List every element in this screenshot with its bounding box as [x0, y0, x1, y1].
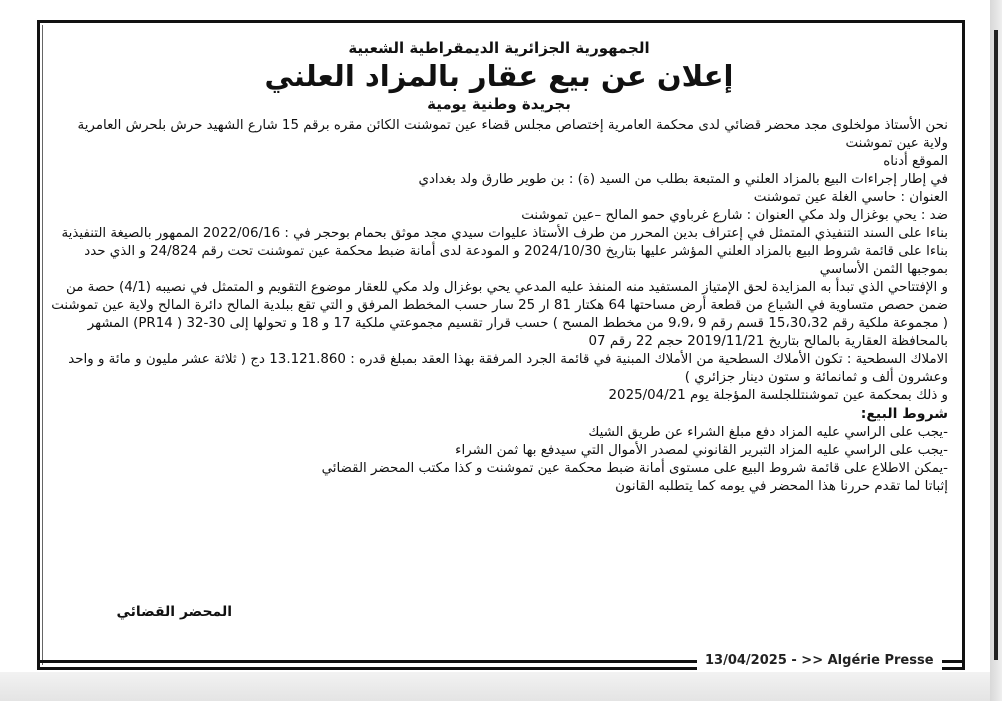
- announcement-content: [50, 39, 948, 496]
- announcement-body: [50, 117, 948, 496]
- announcement-frame: [37, 20, 965, 670]
- page-edge: [990, 0, 1002, 701]
- paragraph-requester: في إطار إجراءات البيع بالمزاد العلني و المتبعة بطلب من السيد (ة) : بن طوير طارق ولد بغدادي: [418, 172, 948, 187]
- conditions-title: شروط البيع:: [860, 406, 948, 422]
- signature-bailiff: المحضر القضائي: [116, 604, 232, 620]
- paragraph-surface-assets: الاملاك السطحية : تكون الأملاك السطحية من الأملاك المبنية في قائمة الجرد المرفقة بهذا العقد بمبلغ قدره : 13.121.860 دج ( ثلاثة عشر مليون و مائة و واحد وعشرون ألف و ثمانمائة و ستون دينار جزائري ): [68, 352, 948, 385]
- condition-item: -يجب على الراسي عليه المزاد التبرير القانوني لمصدر الأموال التي سيدفع بها ثمن الشراء: [455, 443, 948, 458]
- paragraph-property: و الإفتتاحي الذي تبدأ به المزايدة لحق الإمتياز المستفيد منه المنفذ عليه المدعي يحي بوغزال ولد مكي للعقار موضوع التقويم و المتمثل في نصيبه (4/1) حصة من ضمن حصص متساوية في الشياع من قطعة أرض مساحتها 64 هكتار 81 ار 25 سار حسب المخطط المرفق و التي تقع ببلدية المالح دائرة المالح ولاية عين تموشنت ( مجموعة ملكية رقم 15،30،32 قسم رقم 9 ،9،9 من مخطط المسح ) حسب قرار تقسيم مجموعتي ملكية 17 و 18 و تحولها إلى 30-32 ( PR14) المشهر بالمحافظة العقارية بالمالح بتاريخ 2019/11/21 حجم 22 رقم 07: [51, 280, 948, 349]
- paragraph-requester-address: العنوان : حاسي الغلة عين تموشنت: [753, 190, 948, 205]
- closing-statement: إثباتا لما تقدم حررنا هذا المحضر في يومه كما يتطلبه القانون: [615, 479, 948, 494]
- paragraph-signed-below: الموقع أدناه: [883, 154, 948, 169]
- republic-heading: الجمهورية الجزائرية الديمقراطية الشعبية: [348, 39, 650, 57]
- page-bottom-shadow: [0, 672, 990, 701]
- condition-item: -يجب على الراسي عليه المزاد دفع مبلغ الشراء عن طريق الشيك: [588, 425, 948, 440]
- paragraph-session-date: و ذلك بمحكمة عين تموشنتللجلسة المؤجلة يوم 2025/04/21: [608, 388, 948, 403]
- paragraph-executive-title: بناءا على السند التنفيذي المتمثل في إعتراف بدين المحرر من طرف الأستاذ عليوات سيدي مجد موثق بحمام بوحجر في : 2022/06/16 الممهور بالصيغة التنفيذية: [61, 226, 948, 241]
- announcement-title: إعلان عن بيع عقار بالمزاد العلني: [264, 59, 734, 93]
- condition-item: -يمكن الاطلاع على قائمة شروط البيع على مستوى أمانة ضبط محكمة عين تموشنت و كذا مكتب المحضر القضائي: [321, 461, 948, 476]
- footer-source: 13/04/2025 - >> Algérie Presse: [697, 650, 942, 672]
- paragraph-bailiff: نحن الأستاذ مولخلوى مجد محضر قضائي لدى محكمة العامرية إختصاص مجلس قضاء عين تموشنت الكائن مقره برقم 15 شارع الشهيد حرش بلحرش العامرية ولاية عين تموشنت: [77, 118, 948, 151]
- announcement-subtitle: بجريدة وطنية يومية: [427, 95, 571, 113]
- paragraph-conditions-list: بناءا على قائمة شروط البيع بالمزاد العلني المؤشر عليها بتاريخ 2024/10/30 و المودعة لدى أمانة ضبط محكمة عين تموشنت تحت رقم 24/824 و الذي حدد بموجبها الثمن الأساسي: [84, 244, 948, 277]
- paragraph-against: ضد : يحي بوغزال ولد مكي العنوان : شارع غرباوي حمو المالح –عين تموشنت: [521, 208, 948, 223]
